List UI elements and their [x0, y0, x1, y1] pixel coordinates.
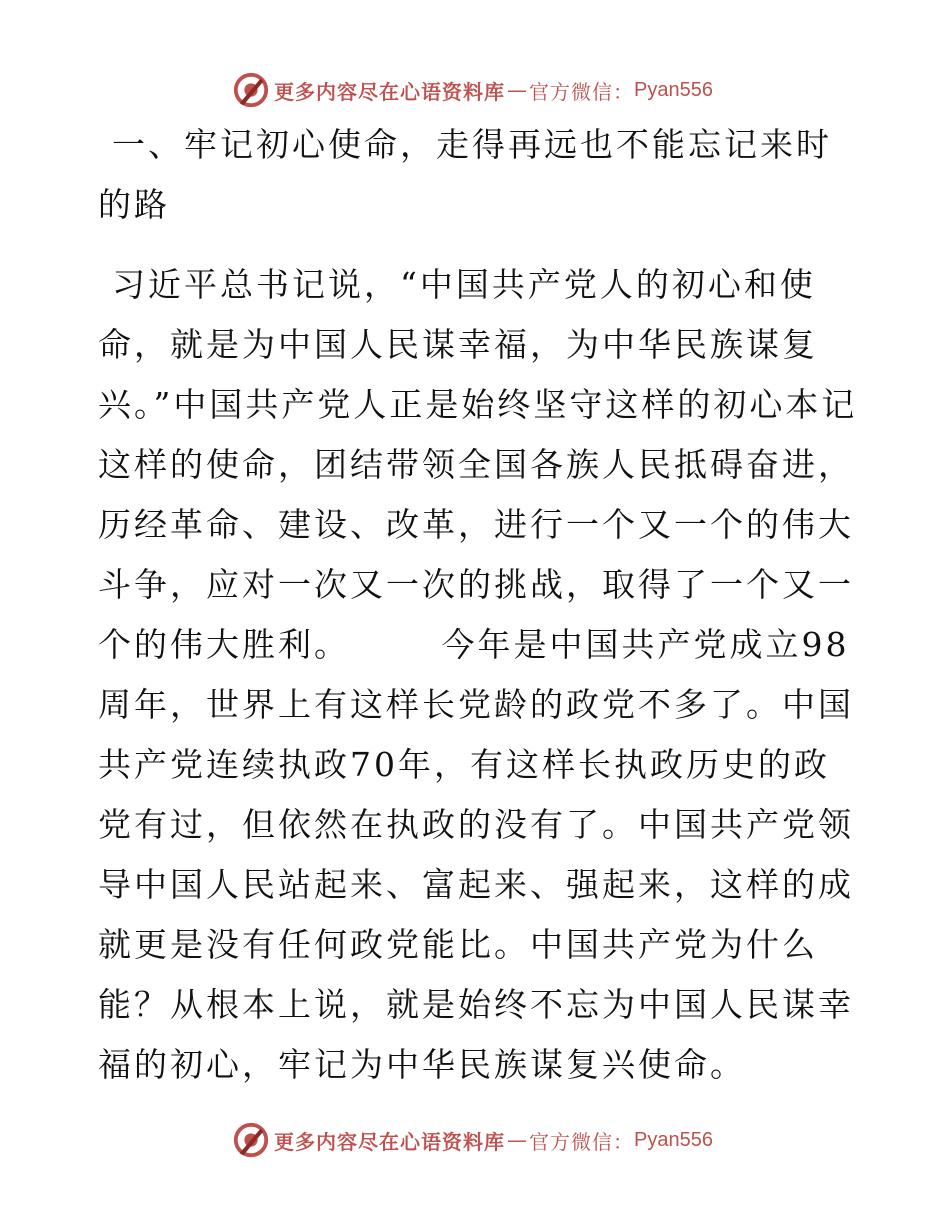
banner-separator: — [507, 78, 527, 102]
document-body [98, 115, 858, 1095]
footer-watermark-banner [232, 1120, 752, 1160]
banner-separator: — [507, 1128, 527, 1152]
section-heading: 一、牢记初心使命，走得再远也不能忘记来时的路 [98, 125, 832, 224]
body-paragraph: 习近平总书记说，“中国共产党人的初心和使命，就是为中国人民谋幸福，为中华民族谋复兴。”中国共产党人正是始终坚守这样的初心本记这样的使命，团结带领全国各族人民抵碍奋进，历经革命、建设、改革，进行一个又一个的伟大斗争，应对一次又一次的挑战，取得了一个又一个的伟大胜利。 今年是中国共产党成立98周年，世界上有这样长党龄的政党不多了。中国共产党连续执政70年，有这样长执政历史的政党有过，但依然在执政的没有了。中国共产党领导中国人民站起来、富起来、强起来，这样的成就更是没有任何政党能比。中国共产党为什么能？从根本上说，就是始终不忘为中国人民谋幸福的初心，牢记为中华民族谋复兴使命。 [98, 265, 858, 1084]
banner-main-text: 更多内容尽在心语资料库 [274, 1129, 505, 1154]
banner-wechat-id: Pyan556 [634, 1128, 713, 1151]
banner-wechat-id: Pyan556 [634, 78, 713, 101]
quill-emblem-icon [232, 71, 270, 109]
banner-main-text: 更多内容尽在心语资料库 [274, 79, 505, 104]
quill-emblem-icon [232, 1121, 270, 1159]
banner-wechat-label: 官方微信： [529, 79, 634, 104]
banner-wechat-label: 官方微信： [529, 1129, 634, 1154]
header-watermark-banner [232, 70, 752, 110]
